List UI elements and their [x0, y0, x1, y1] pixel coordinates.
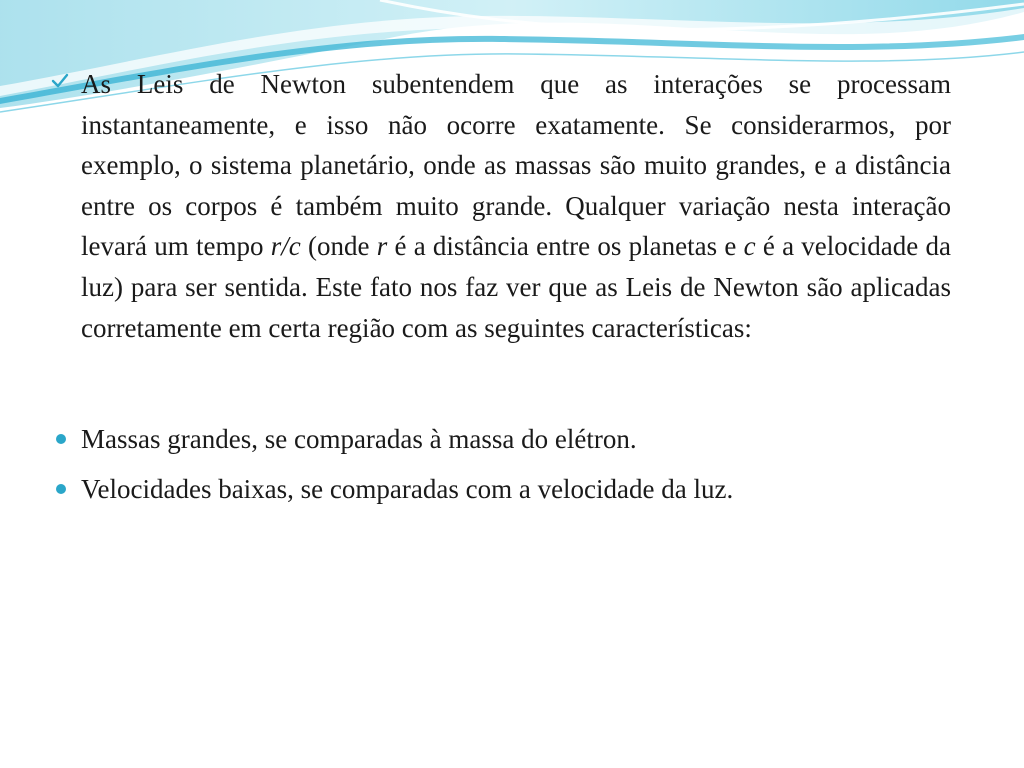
- bullet-item: [81, 469, 981, 509]
- variable-rc: r/c: [270, 231, 301, 262]
- paragraph-text-1: As Leis de Newton subentendem que as interações se processam instantaneamente, e isso não ocorre exatamente. Se considerarmos, por exemplo, o sistema planetário, onde as massas são muito grandes, e a distância entre os corpos é também muito grande. Qualquer variação nesta interação levará um tempo: [81, 69, 951, 262]
- bullet-dot-icon: [55, 483, 67, 495]
- bullet-text: Velocidades baixas, se comparadas com a velocidade da luz.: [81, 474, 734, 505]
- variable-c: c: [743, 231, 756, 262]
- main-paragraph: [81, 64, 951, 348]
- checkmark-icon: [51, 72, 69, 90]
- paragraph-text-2: (onde: [300, 231, 377, 262]
- bullet-text: Massas grandes, se comparadas à massa do elétron.: [81, 424, 637, 455]
- paragraph-text-4: é a velocidade da luz) para ser sentida. Este fato nos faz ver que as Leis de Newton são aplicadas corretamente em certa região com as seguintes características:: [81, 231, 951, 343]
- slide-content: [0, 64, 1024, 509]
- bullet-dot-icon: [55, 433, 67, 445]
- bullet-item: [81, 419, 981, 459]
- paragraph-text-3: é a distância entre os planetas e: [387, 231, 744, 262]
- variable-r: r: [376, 231, 388, 262]
